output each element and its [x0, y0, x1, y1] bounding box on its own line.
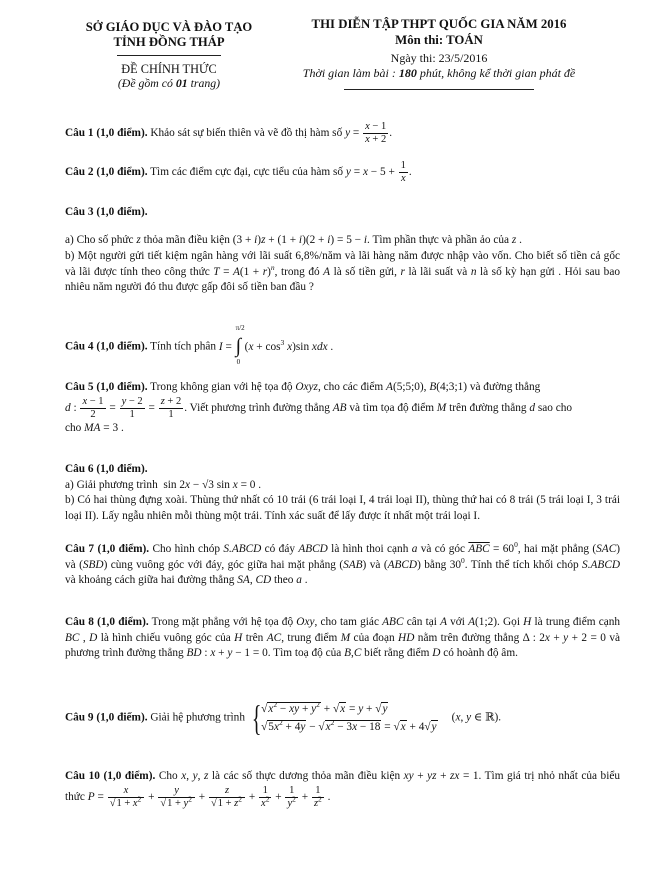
question-10: Câu 10 (1,0 điểm). Cho x, y, z là các số thực dương thỏa mãn điều kiện xy + yz + zx = 1. Tìm giá trị nhỏ nhất của biểu thức P = $\frac{x}{√1 + x^2}$ + $\frac{y}{√1 + y^2}$ + $\frac{z}{√1 + z^2}$ + $\frac{1}{x^2}$ + $\frac{1}{y^2}$ + $\frac{1}{z^2}$ .: [65, 770, 621, 809]
exam-duration: Thời gian làm bài : 180 phút, không kể thời gian phát đề: [302, 66, 576, 80]
pages-note: (Đề gồm có 01 trang): [117, 76, 221, 90]
q10-label: Câu 10 (1,0 điểm).: [65, 770, 156, 782]
q7-label: Câu 7 (1,0 điểm).: [65, 543, 150, 555]
q2-label: Câu 2 (1,0 điểm).: [65, 166, 148, 179]
question-1: [65, 121, 620, 146]
question-6: [65, 462, 620, 524]
q6-part-b: b) Có hai thùng đựng xoài. Thùng thứ nhất có 10 trái (6 trái loại I, 4 trái loại II), thùng thứ hai có 8 trái (5 trái loại I, 3 trái loại II). Lấy ngẫu nhiên mỗi thùng một trái. Tính xác suất để lấy được ít nhất một trái loại I.: [65, 494, 620, 522]
header-left: [70, 20, 268, 90]
q9-text: Giải hệ phương trình: [150, 711, 245, 724]
q5-label: Câu 5 (1,0 điểm).: [65, 381, 148, 393]
q3-part-b: b) Một người gửi tiết kiệm ngân hàng với lãi suất 6,8%/năm và lãi hàng năm được nhập vào vốn. Cho biết số tiền cả gốc và lãi được tính theo công thức $T = A(1 + r)^n$, trong đó A là số tiền gửi, r là lãi suất và n là số kỳ hạn gửi . Hỏi sau bao nhiêu năm người đó thu được gấp đôi số tiền ban đầu ?: [65, 250, 620, 293]
question-9: Câu 9 (1,0 điểm). Giải hệ phương trình {$√x^2$ − xy + $y^2 + √x = y + √y$ $√5x^2 + 4y - √x^2 - 3x - 18 = √x + 4√y$ (x, y ∈ ℝ).: [65, 698, 502, 738]
header-right: [278, 16, 600, 90]
header-divider: [117, 55, 221, 56]
q3-part-a: a) Cho số phức z thỏa mãn điều kiện (3 + i)z + (1 + i)(2 + i) = 5 − i. Tìm phần thực và phần ảo của z .: [65, 233, 522, 246]
question-7: Câu 7 (1,0 điểm). Cho hình chóp S.ABCD có đáy ABCD là hình thoi cạnh a và có góc $\overline{ABC} = 60^0$, hai mặt phẳng (SAC) và (SBD) cùng vuông góc với đáy, góc giữa hai mặt phẳng (SAB) và (ABCD) bằng $30^0$. Tính thể tích khối chóp S.ABCD và khoảng cách giữa hai đường thẳng SA, CD theo a .: [65, 540, 621, 586]
question-2: [65, 160, 620, 185]
province-name: TỈNH ĐỒNG THÁP: [113, 35, 225, 49]
q1-text: Khảo sát sự biến thiên và vẽ đồ thị hàm số: [150, 127, 343, 140]
exam-title: THI DIỄN TẬP THPT QUỐC GIA NĂM 2016: [311, 17, 567, 31]
q2-text: Tìm các điểm cực đại, cực tiểu của hàm số: [150, 166, 344, 179]
question-3: [65, 205, 620, 296]
system-brace-icon: {: [251, 698, 262, 738]
q4-text: Tính tích phân: [150, 340, 217, 353]
q6-part-a: a) Giải phương trình sin 2x − √3 sin x = 0 .: [65, 478, 262, 491]
q1-formula: y = $\frac{x - 1}{x + 2}$ .: [345, 121, 393, 145]
q9-system: $√x^2$ − xy + $y^2 + √x = y + √y$ $√5x^2 + 4y - √x^2 - 3x - 18 = √x + 4√y$: [261, 700, 437, 733]
q9-label: Câu 9 (1,0 điểm).: [65, 711, 148, 724]
q3-label: Câu 3 (1,0 điểm).: [65, 206, 148, 218]
q4-label: Câu 4 (1,0 điểm).: [65, 340, 148, 353]
q8-label: Câu 8 (1,0 điểm).: [65, 616, 149, 628]
q2-formula: y = x − 5 + $\frac{1}{x}$ .: [345, 160, 412, 184]
question-4: [65, 324, 620, 366]
exam-subject: Môn thi: TOÁN: [395, 33, 483, 47]
department-name: SỞ GIÁO DỤC VÀ ĐÀO TẠO: [85, 20, 253, 34]
question-5: Câu 5 (1,0 điểm). Trong không gian với hệ tọa độ Oxyz, cho các điểm A(5;5;0), B(4;3;1) và đường thẳng d : $\frac{x - 1}{2}$ = $\frac{y - 2}{1}$ = $\frac{z + 2}{1}$ . Viết phương trình đường thẳng AB và tìm tọa độ điểm M trên đường thẳng d sao cho cho MA = 3 .: [65, 381, 573, 434]
q5-condition: cho MA = 3 .: [65, 421, 124, 434]
q10-formula: P = $\frac{x}{√1 + x^2}$ + $\frac{y}{√1 + y^2}$ + $\frac{z}{√1 + z^2}$ + $\frac{1}{x^2}$ + $\frac{1}{y^2}$ + $\frac{1}{z^2}$ .: [87, 784, 331, 809]
q6-label: Câu 6 (1,0 điểm).: [65, 463, 148, 475]
question-8: Câu 8 (1,0 điểm). Trong mặt phẳng với hệ tọa độ Oxy, cho tam giác ABC cân tại A với A(1;2). Gọi H là trung điểm cạnh BC , D là hình chiếu vuông góc của H trên AC, trung điểm M của đoạn HD nằm trên đường thẳng Δ : 2x + y + 2 = 0 và phương trình đường thẳng BD : x + y − 1 = 0. Tìm toạ độ của B,C biết rằng điểm D có hoành độ âm.: [65, 616, 621, 659]
q4-formula: I = π/2 ∫ 0 $(x + \cos^3 x)\sin$ xdx .: [218, 324, 334, 366]
q1-label: Câu 1 (1,0 điểm).: [65, 127, 148, 140]
exam-date: Ngày thi: 23/5/2016: [390, 51, 488, 65]
header-rule: [344, 89, 534, 90]
official-label: ĐỀ CHÍNH THỨC: [121, 62, 217, 76]
